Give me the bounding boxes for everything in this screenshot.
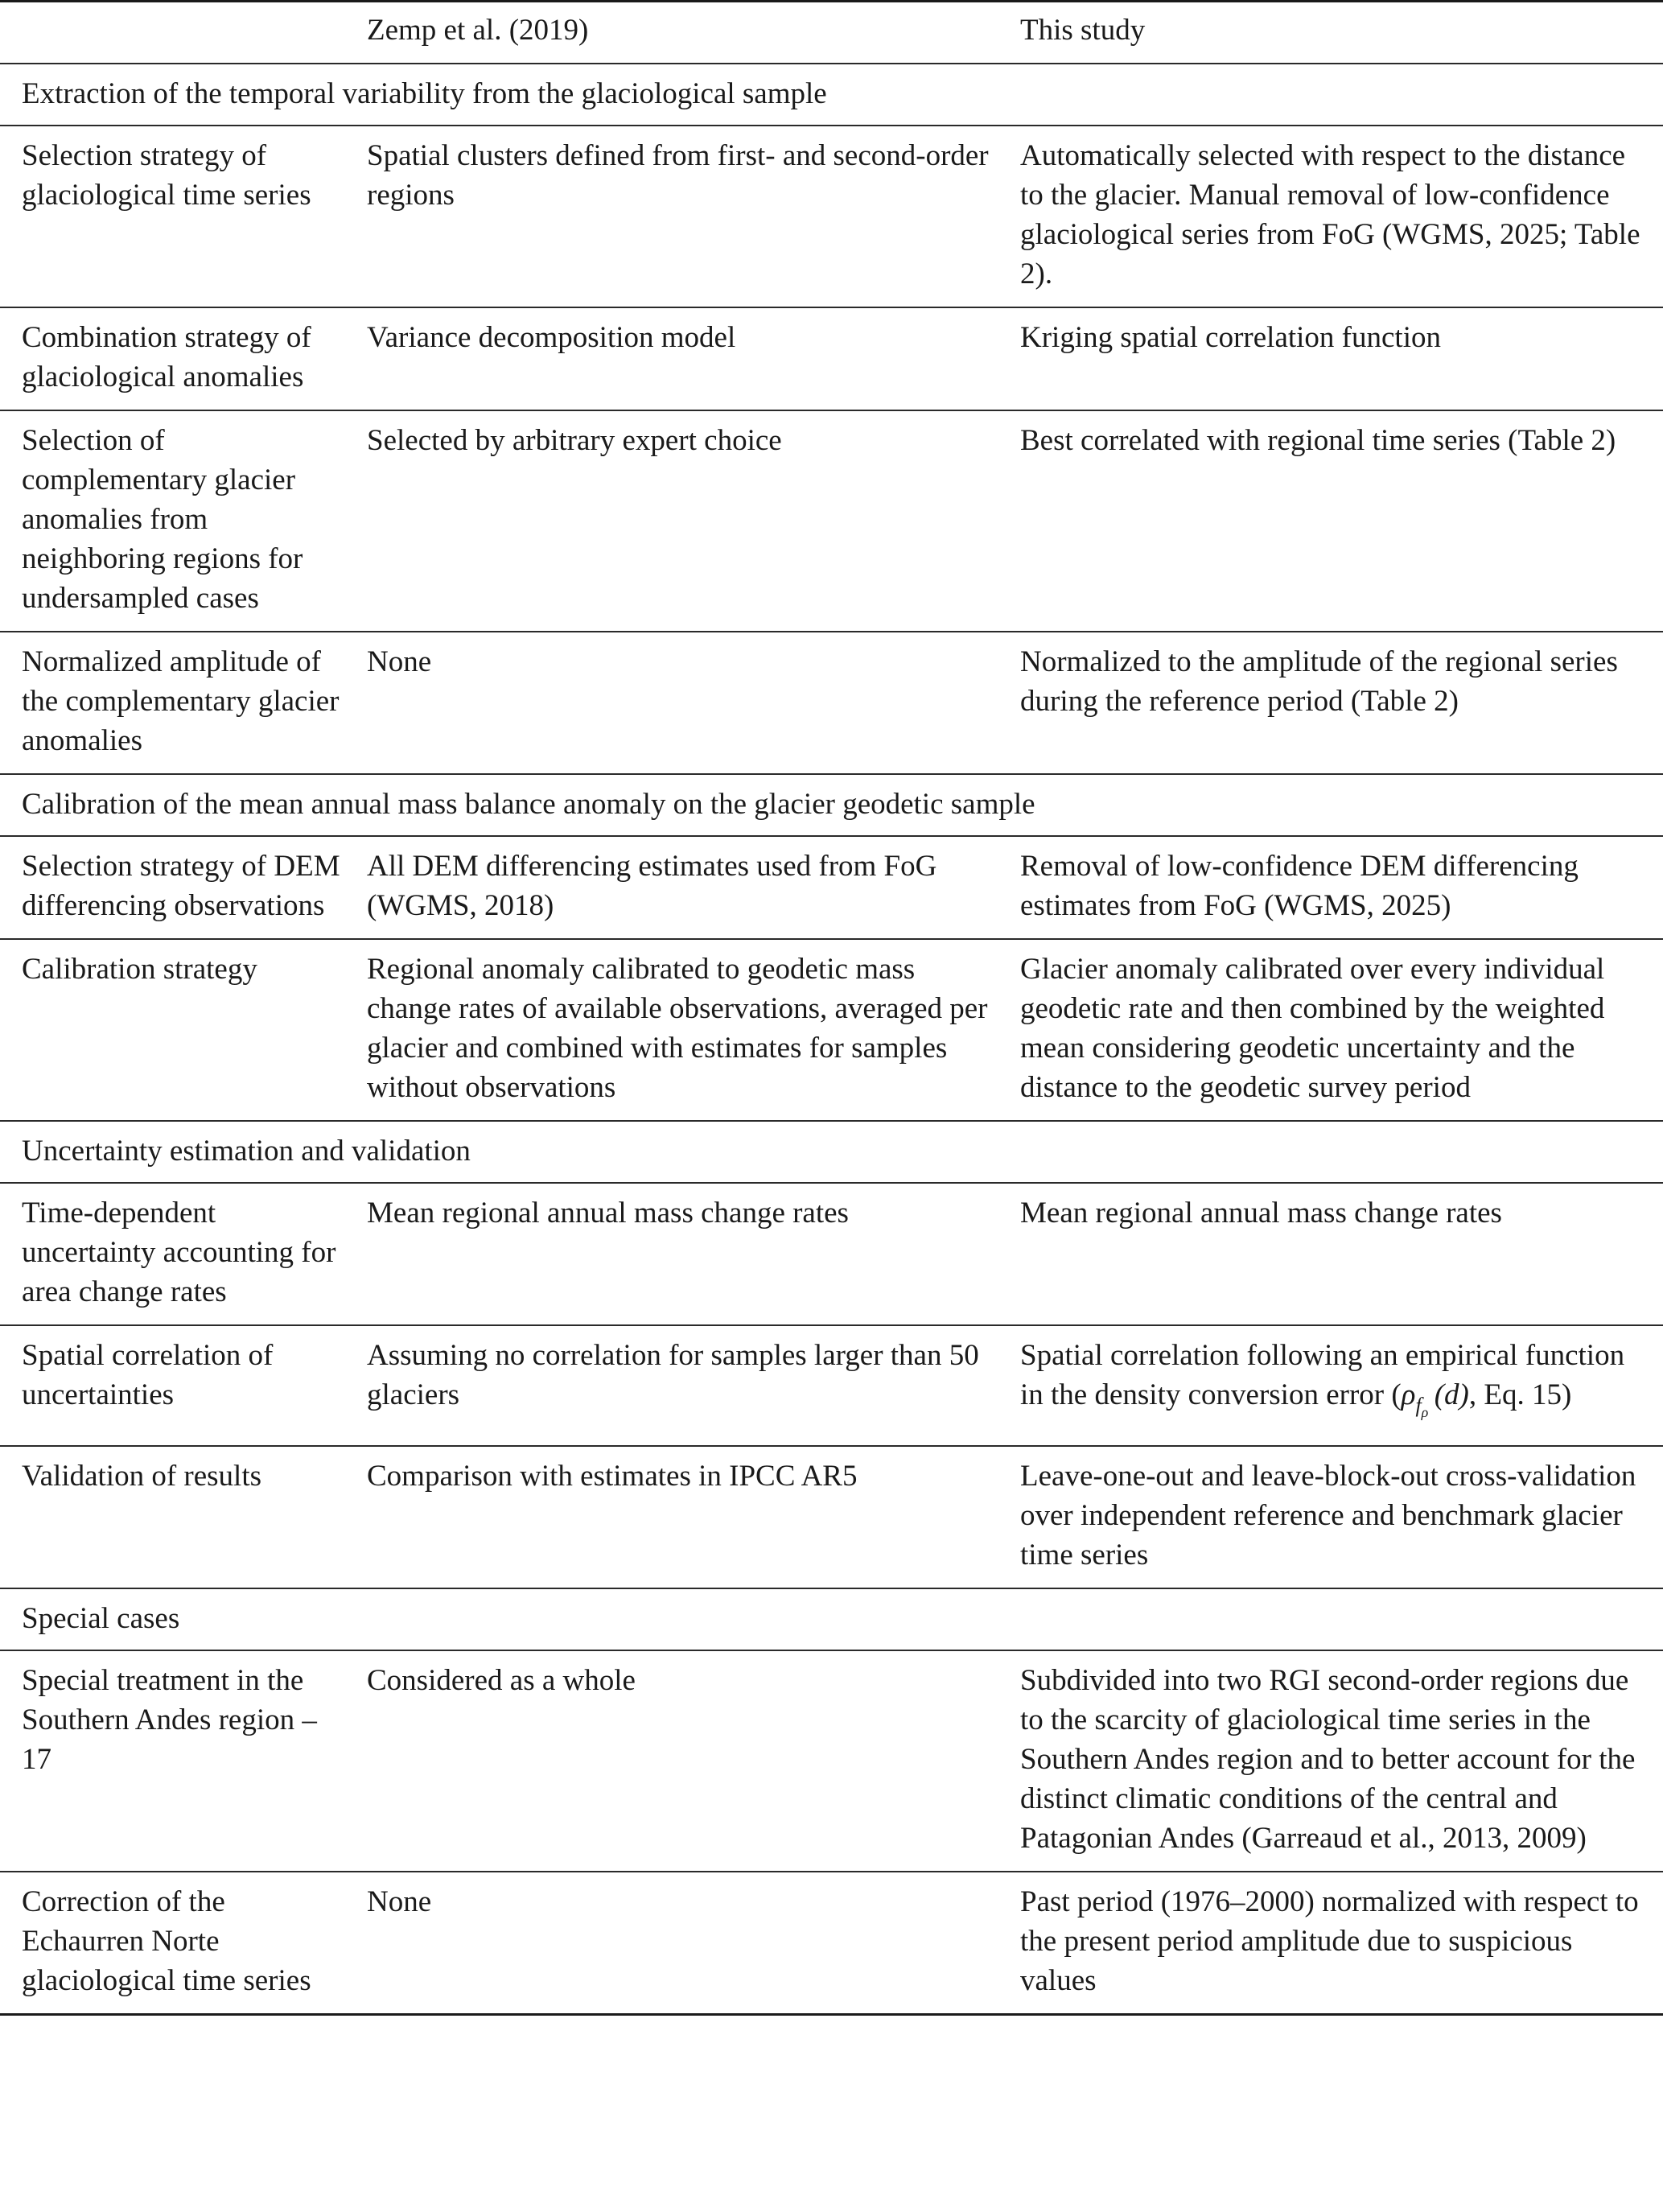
- aspect-cell: Selection of complementary glacier anomalies from neighboring regions for undersampled cases: [0, 410, 352, 632]
- section-title: Special cases: [0, 1588, 1663, 1650]
- aspect-cell: Time-dependent uncertainty accounting for area change rates: [0, 1183, 352, 1325]
- table-row: [0, 1650, 1663, 1872]
- zemp-cell: None: [352, 1872, 1007, 2015]
- equation-reference: , Eq. 15): [1468, 1378, 1572, 1411]
- this-study-text: Spatial correlation following an empirical function in the density conversion error (: [1020, 1339, 1625, 1411]
- table-row: [0, 1872, 1663, 2015]
- aspect-cell: Correction of the Echaurren Norte glaciological time series: [0, 1872, 352, 2015]
- table-row: [0, 410, 1663, 632]
- table-row: [0, 836, 1663, 939]
- this-study-cell: Subdivided into two RGI second-order regions due to the scarcity of glaciological time series in the Southern Andes region and to better account for the distinct climatic conditions of the central and Patagonian Andes (Garreaud et al., 2013, 2009): [1007, 1650, 1663, 1872]
- this-study-cell: Kriging spatial correlation function: [1007, 307, 1663, 410]
- table-row: [0, 939, 1663, 1121]
- aspect-cell: Validation of results: [0, 1446, 352, 1588]
- this-study-cell: [1007, 1325, 1663, 1446]
- aspect-cell: Selection strategy of glaciological time series: [0, 126, 352, 307]
- section-row: [0, 64, 1663, 126]
- aspect-cell: Spatial correlation of uncertainties: [0, 1325, 352, 1446]
- table-row: [0, 1183, 1663, 1325]
- header-row: [0, 2, 1663, 64]
- this-study-cell: Automatically selected with respect to the distance to the glacier. Manual removal of low-confidence glaciological series from FoG (WGMS, 2025; Table 2).: [1007, 126, 1663, 307]
- section-row: [0, 1588, 1663, 1650]
- zemp-cell: Variance decomposition model: [352, 307, 1007, 410]
- this-study-cell: Past period (1976–2000) normalized with respect to the present period amplitude due to suspicious values: [1007, 1872, 1663, 2015]
- section-title: Extraction of the temporal variability from the glaciological sample: [0, 64, 1663, 126]
- table-row: [0, 1446, 1663, 1588]
- zemp-cell: Mean regional annual mass change rates: [352, 1183, 1007, 1325]
- aspect-cell: Combination strategy of glaciological anomalies: [0, 307, 352, 410]
- aspect-cell: Calibration strategy: [0, 939, 352, 1121]
- zemp-cell: Assuming no correlation for samples larger than 50 glaciers: [352, 1325, 1007, 1446]
- function-argument: (d): [1434, 1378, 1469, 1411]
- this-study-cell: Normalized to the amplitude of the regional series during the reference period (Table 2): [1007, 632, 1663, 774]
- section-row: [0, 1121, 1663, 1183]
- aspect-cell: Selection strategy of DEM differencing observations: [0, 836, 352, 939]
- rho-subscript: [1415, 1394, 1429, 1420]
- section-title: Calibration of the mean annual mass balance anomaly on the glacier geodetic sample: [0, 774, 1663, 836]
- zemp-cell: Regional anomaly calibrated to geodetic mass change rates of available observations, averaged per glacier and combined with estimates for samples without observations: [352, 939, 1007, 1121]
- zemp-cell: Comparison with estimates in IPCC AR5: [352, 1446, 1007, 1588]
- this-study-cell: Removal of low-confidence DEM differencing estimates from FoG (WGMS, 2025): [1007, 836, 1663, 939]
- table-row: [0, 632, 1663, 774]
- aspect-cell: Special treatment in the Southern Andes region – 17: [0, 1650, 352, 1872]
- subscript-f: f: [1415, 1394, 1422, 1417]
- table-row: [0, 1325, 1663, 1446]
- zemp-cell: Spatial clusters defined from first- and second-order regions: [352, 126, 1007, 307]
- section-row: [0, 774, 1663, 836]
- zemp-cell: Considered as a whole: [352, 1650, 1007, 1872]
- zemp-cell: Selected by arbitrary expert choice: [352, 410, 1007, 632]
- subscript-rho: ρ: [1421, 1404, 1429, 1420]
- table-row: [0, 126, 1663, 307]
- aspect-cell: Normalized amplitude of the complementary glacier anomalies: [0, 632, 352, 774]
- this-study-cell: Best correlated with regional time series (Table 2): [1007, 410, 1663, 632]
- header-zemp: Zemp et al. (2019): [352, 2, 1007, 64]
- zemp-cell: All DEM differencing estimates used from FoG (WGMS, 2018): [352, 836, 1007, 939]
- rho-symbol: ρ: [1401, 1378, 1416, 1411]
- this-study-cell: Mean regional annual mass change rates: [1007, 1183, 1663, 1325]
- this-study-cell: Leave-one-out and leave-block-out cross-validation over independent reference and benchmark glacier time series: [1007, 1446, 1663, 1588]
- section-title: Uncertainty estimation and validation: [0, 1121, 1663, 1183]
- header-this-study: This study: [1007, 2, 1663, 64]
- zemp-cell: None: [352, 632, 1007, 774]
- header-aspect: [0, 2, 352, 64]
- table-row: [0, 307, 1663, 410]
- this-study-cell: Glacier anomaly calibrated over every individual geodetic rate and then combined by the weighted mean considering geodetic uncertainty and the distance to the geodetic survey period: [1007, 939, 1663, 1121]
